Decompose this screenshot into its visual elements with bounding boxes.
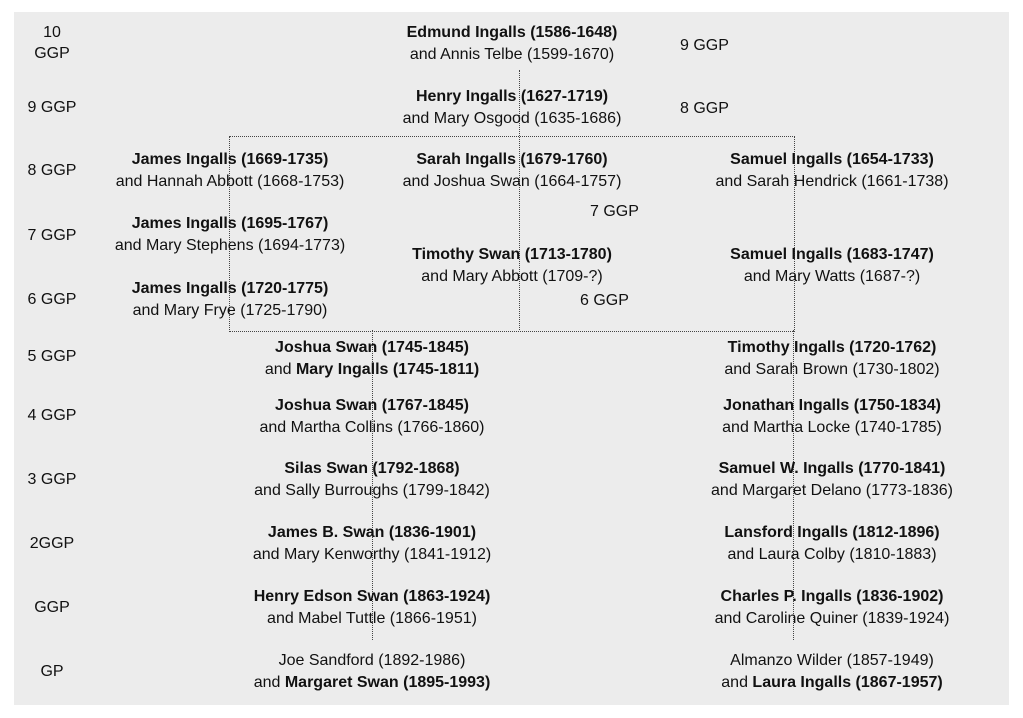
spouse-name: and Margaret Delano (1773-1836) <box>711 482 953 499</box>
generation-label: 2GGP <box>29 535 75 552</box>
spouse-name: and Joshua Swan (1664-1757) <box>402 173 622 190</box>
generation-label: 7 GGP <box>27 227 77 244</box>
couple-jonathan-ingalls <box>722 395 942 439</box>
spouse-name: and Martha Collins (1766-1860) <box>259 419 485 436</box>
primary-name: Lansford Ingalls (1812-1896) <box>724 524 940 541</box>
primary-name: James Ingalls (1695-1767) <box>131 215 329 232</box>
couple-samuel-ingalls-1683 <box>730 244 934 288</box>
couple-samuel-w-ingalls <box>711 458 953 502</box>
primary-name: Charles P. Ingalls (1836-1902) <box>720 588 944 605</box>
primary-name: Samuel W. Ingalls (1770-1841) <box>718 460 946 477</box>
generation-marker: 8 GGP <box>680 100 729 117</box>
spouse-name: and Martha Locke (1740-1785) <box>722 419 942 436</box>
spouse-name: and Mary Stephens (1694-1773) <box>114 237 346 254</box>
generation-marker: 7 GGP <box>590 203 639 220</box>
primary-name: James Ingalls (1720-1775) <box>131 280 329 297</box>
primary-name: Henry Edson Swan (1863-1924) <box>253 588 491 605</box>
spouse-name: and Mabel Tuttle (1866-1951) <box>267 610 477 627</box>
generation-label: 4 GGP <box>27 407 77 424</box>
couple-joshua-swan-1767 <box>259 395 484 439</box>
generation-label: 6 GGP <box>27 291 77 308</box>
couple-almanzo-wilder <box>721 650 942 694</box>
primary-name: Henry Ingalls (1627-1719) <box>415 88 609 105</box>
primary-name: Timothy Swan (1713-1780) <box>412 246 612 263</box>
spouse-name: and Sarah Hendrick (1661-1738) <box>715 173 949 190</box>
primary-name: Samuel Ingalls (1683-1747) <box>730 246 934 263</box>
couple-henry-ingalls <box>403 86 622 130</box>
couple-joshua-swan-1745 <box>265 337 479 381</box>
couple-joe-sandford <box>254 650 491 694</box>
couple-james-ingalls-1720 <box>132 278 329 322</box>
spouse-name: and Mary Ingalls (1745-1811) <box>264 361 480 378</box>
spouse-name: and Sally Burroughs (1799-1842) <box>254 482 490 499</box>
generation-label: 9 GGP <box>27 99 77 116</box>
couple-james-b-swan <box>253 522 491 566</box>
generation-label: 10 GGP <box>34 24 70 62</box>
couple-charles-ingalls <box>715 586 950 630</box>
spouse-name: and Margaret Swan (1895-1993) <box>253 674 491 691</box>
couple-sarah-ingalls <box>403 149 622 193</box>
primary-name: James Ingalls (1669-1735) <box>131 151 329 168</box>
primary-name: Joshua Swan (1745-1845) <box>275 339 469 356</box>
generation-label: GP <box>40 663 64 680</box>
spouse-name: and Mary Frye (1725-1790) <box>132 302 328 319</box>
spouse-name: and Laura Colby (1810-1883) <box>727 546 937 563</box>
spouse-name: and Mary Osgood (1635-1686) <box>402 110 622 127</box>
couple-james-ingalls-1669 <box>116 149 345 193</box>
generation-label: 3 GGP <box>27 471 77 488</box>
couple-edmund-ingalls <box>407 22 618 66</box>
spouse-name: and Mary Watts (1687-?) <box>743 268 921 285</box>
spouse-name: and Mary Abbott (1709-?) <box>421 268 603 285</box>
spouse-name: and Annis Telbe (1599-1670) <box>409 46 615 63</box>
generation-label: 5 GGP <box>27 348 77 365</box>
primary-name: Almanzo Wilder (1857-1949) <box>730 652 934 669</box>
primary-name: Joe Sandford (1892-1986) <box>278 652 466 669</box>
generation-marker: 9 GGP <box>680 37 729 54</box>
primary-name: Edmund Ingalls (1586-1648) <box>406 24 618 41</box>
primary-name: Sarah Ingalls (1679-1760) <box>416 151 608 168</box>
primary-name: Jonathan Ingalls (1750-1834) <box>723 397 941 414</box>
couple-lansford-ingalls <box>724 522 939 566</box>
generation-label: 8 GGP <box>27 162 77 179</box>
generation-marker: 6 GGP <box>580 292 629 309</box>
couple-samuel-ingalls-1654 <box>715 149 948 193</box>
couple-timothy-swan <box>412 244 612 288</box>
primary-name: Samuel Ingalls (1654-1733) <box>730 151 934 168</box>
generation-label: GGP <box>34 599 70 616</box>
couple-timothy-ingalls-1720 <box>724 337 939 381</box>
couple-silas-swan <box>254 458 490 502</box>
spouse-name: and Mary Kenworthy (1841-1912) <box>252 546 492 563</box>
spouse-name: and Laura Ingalls (1867-1957) <box>721 674 943 691</box>
couple-james-ingalls-1695 <box>115 213 345 257</box>
couple-henry-edson-swan <box>254 586 491 630</box>
spouse-name: and Caroline Quiner (1839-1924) <box>714 610 950 627</box>
primary-name: Silas Swan (1792-1868) <box>284 460 460 477</box>
spouse-name: and Hannah Abbott (1668-1753) <box>115 173 345 190</box>
primary-name: Joshua Swan (1767-1845) <box>275 397 469 414</box>
spouse-name: and Sarah Brown (1730-1802) <box>724 361 940 378</box>
primary-name: Timothy Ingalls (1720-1762) <box>727 339 937 356</box>
primary-name: James B. Swan (1836-1901) <box>267 524 477 541</box>
